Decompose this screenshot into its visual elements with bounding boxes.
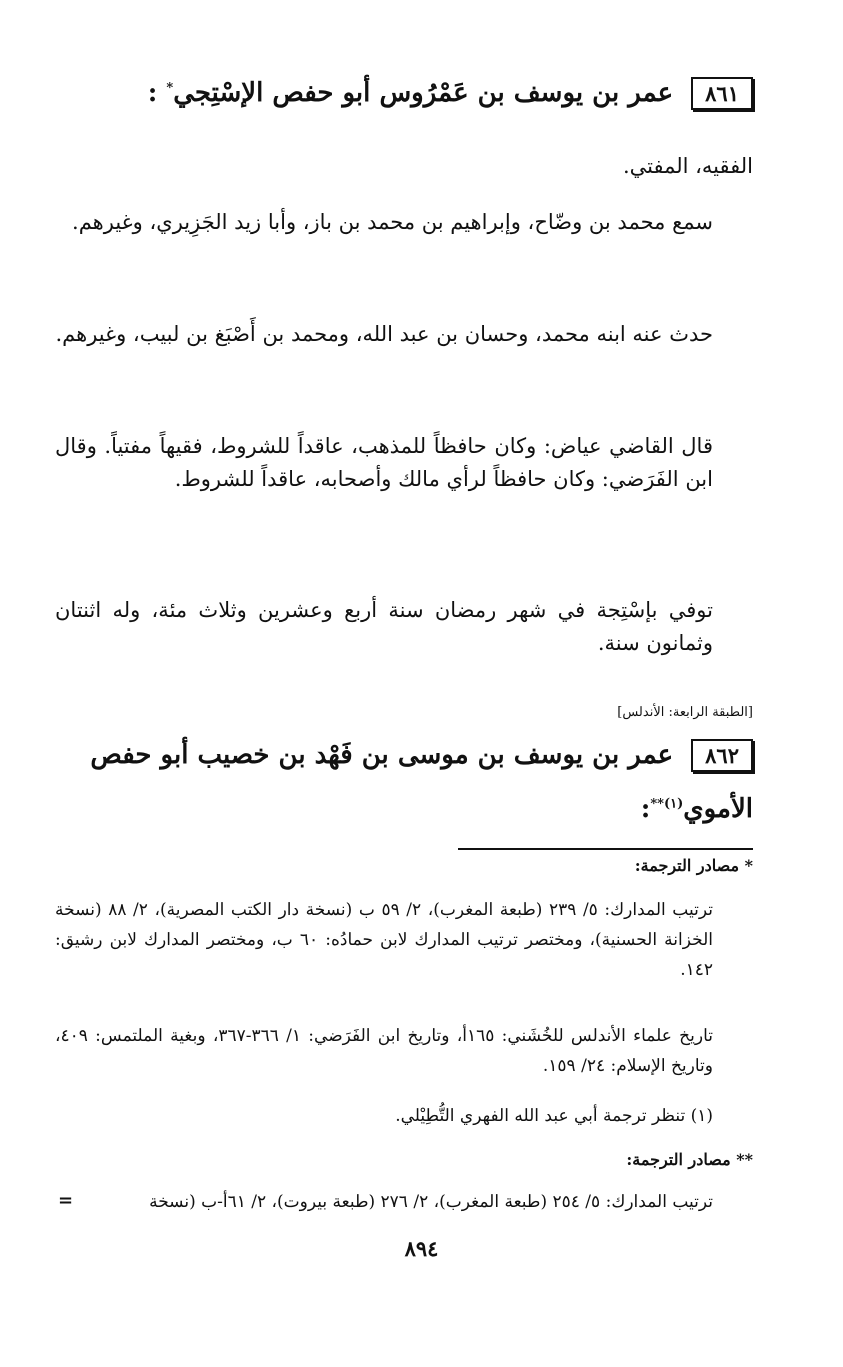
entry-heading-861 xyxy=(60,74,753,113)
sources-label: * مصادر الترجمة: xyxy=(634,856,753,875)
sources-paragraph: ترتيب المدارك: ٥/ ٢٥٤ (طبعة المغرب)، ٢/ ٢٧٦ (طبعة بيروت)، ٢/ ٦١أ-ب (نسخة xyxy=(149,1192,713,1212)
entry-heading-862 xyxy=(60,736,753,775)
paragraph-death: توفي بإسْتِجة في شهر رمضان سنة أربع وعشرين وثلاث مئة، وله اثنتان وثمانون سنة. xyxy=(55,598,713,655)
source-marker: * xyxy=(166,80,174,96)
entry-title-line1: عمر بن يوسف بن موسى بن فَهْد بن خصيب أبو حفص xyxy=(90,740,674,770)
paragraph-students: حدث عنه ابنه محمد، وحسان بن عبد الله، ومحمد بن أَصْبَغ بن لبيب، وغيرهم. xyxy=(55,322,713,346)
title-suffix: : xyxy=(147,78,167,108)
sources-label: ** مصادر الترجمة: xyxy=(626,1150,753,1169)
entry-number-box: ٨٦٢ xyxy=(691,739,753,772)
source-marker: ** xyxy=(650,796,664,812)
footnote-ref: (١) xyxy=(663,796,684,812)
sources-paragraph: ترتيب المدارك: ٥/ ٢٣٩ (طبعة المغرب)، ٢/ ٥٩ ب (نسخة دار الكتب المصرية)، ٢/ ٨٨ (نسخة الخزانة الحسنية)، ومختصر ترتيب المدارك لابن حمادُه: ٦٠ ب، ومختصر المدارك لابن رشيق: ١٤٢. xyxy=(55,900,713,980)
entry-number-box: ٨٦١ xyxy=(691,77,753,110)
entry-title: عمر بن يوسف بن عَمْرُوس أبو حفص الإسْتِجي* : xyxy=(147,78,674,108)
sources-paragraph: تاريخ علماء الأندلس للخُشَني: ١٦٥أ، وتاريخ ابن الفَرَضي: ١/ ٣٦٦-٣٦٧، وبغية الملتمس: ٤٠٩، وتاريخ الإسلام: ٢٤/ ١٥٩. xyxy=(55,1026,713,1076)
title-suffix: : xyxy=(640,794,651,824)
continuation-mark: = xyxy=(58,1190,74,1211)
footnote-rule xyxy=(458,848,753,850)
paragraph-description: الفقيه، المفتي. xyxy=(622,154,753,178)
footnote-1: (١) تنظر ترجمة أبي عبد الله الفهري التُّطِيْلي. xyxy=(395,1106,713,1126)
section-note: [الطبقة الرابعة: الأندلس] xyxy=(617,705,753,720)
paragraph-teachers: سمع محمد بن وضّاح، وإبراهيم بن محمد بن باز، وأبا زيد الجَزِيري، وغيرهم. xyxy=(72,210,713,234)
entry-title-line2: الأموي$^{(١)**}$: xyxy=(640,794,753,824)
paragraph-quotes: قال القاضي عياض: وكان حافظاً للمذهب، عاقداً للشروط، فقيهاً مفتياً. وقال ابن الفَرَضي: وكان حافظاً لرأي مالك وأصحابه، عاقداً للشروط. xyxy=(55,434,713,491)
page-number: ٨٩٤ xyxy=(404,1236,439,1261)
